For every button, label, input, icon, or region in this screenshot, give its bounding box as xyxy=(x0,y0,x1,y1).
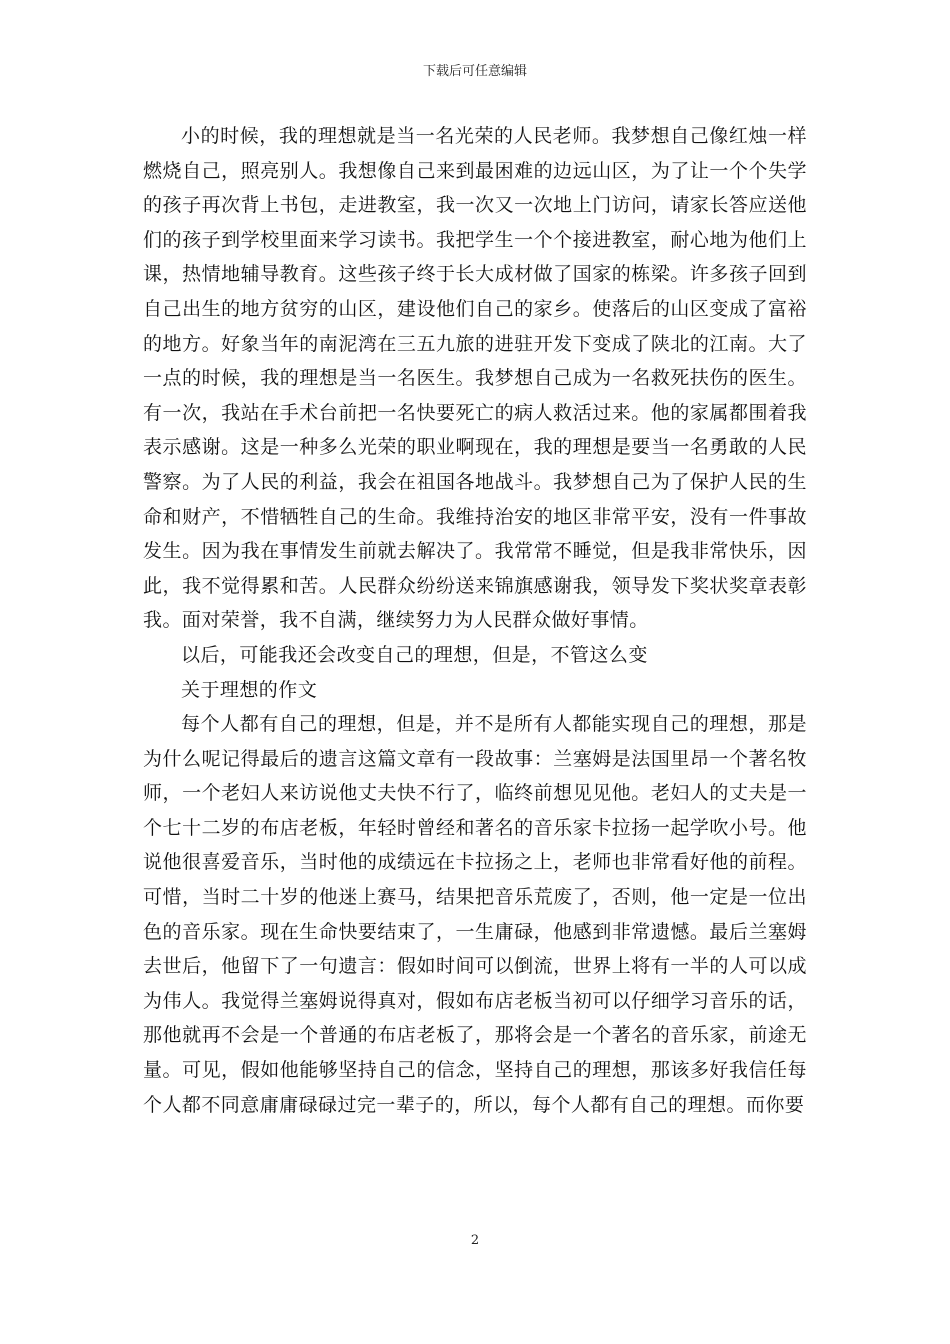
paragraph-future-change: 以后，可能我还会改变自己的理想，但是，不管这么变 xyxy=(181,643,648,666)
paragraph-everyone-has-dreams: 每个人都有自己的理想，但是，并不是所有人都能实现自己的理想，那是为什么呢记得最后的遗言这篇文章有一段故事：兰塞姆是法国里昂一个著名牧师，一个老妇人来访说他丈夫快不行了，临终前想见见他。老妇人的丈夫是一个七十二岁的布店老板，年轻时曾经和著名的音乐家卡拉扬一起学吹小号。他说他很喜爱音乐，当时他的成绩远在卡拉扬之上，老师也非常看好他的前程。可惜，当时二十岁的他迷上赛马，结果把音乐荒废了，否则，他一定是一位出色的音乐家。现在生命快要结束了，一生庸碌，他感到非常遗憾。最后兰塞姆去世后，他留下了一句遗言：假如时间可以倒流，世界上将有一半的人可以成为伟人。我觉得兰塞姆说得真对，假如布店老板当初可以仔细学习音乐的话，那他就再不会是一个普通的布店老板了，那将会是一个著名的音乐家，前途无量。可见，假如他能够坚持自己的信念，坚持自己的理想，那该多好我信任每个人都不同意庸庸碌碌过完一辈子的，所以，每个人都有自己的理想。而你要 xyxy=(143,713,807,1116)
paragraph-dreams: 小的时候，我的理想就是当一名光荣的人民老师。我梦想自己像红烛一样燃烧自己，照亮别人。我想像自己来到最困难的边远山区，为了让一个个失学的孩子再次背上书包，走进教室，我一次又一次地上门访问，请家长答应送他们的孩子到学校里面来学习读书。我把学生一个个接进教室，耐心地为他们上课，热情地辅导教育。这些孩子终于长大成材做了国家的栋梁。许多孩子回到自己出生的地方贫穷的山区，建设他们自己的家乡。使落后的山区变成了富裕的地方。好象当年的南泥湾在三五九旅的进驻开发下变成了陕北的江南。大了一点的时候，我的理想是当一名医生。我梦想自己成为一名救死扶伤的医生。有一次，我站在手术台前把一名快要死亡的病人救活过来。他的家属都围着我表示感谢。这是一种多么光荣的职业啊现在，我的理想是要当一名勇敢的人民警察。为了人民的利益，我会在祖国各地战斗。我梦想自己为了保护人民的生命和财产，不惜牺牲自己的生命。我维持治安的地区非常平安，没有一件事故发生。因为我在事情发生前就去解决了。我常常不睡觉，但是我非常快乐，因此，我不觉得累和苦。人民群众纷纷送来锦旗感谢我，领导发下奖状奖章表彰我。面对荣誉，我不自满，继续努力为人民群众做好事情。 xyxy=(143,125,807,632)
page-number: 2 xyxy=(470,1233,480,1248)
essay-title: 关于理想的作文 xyxy=(181,678,318,701)
document-body xyxy=(143,119,807,1122)
page-header: 下载后可任意编辑 xyxy=(422,64,527,79)
